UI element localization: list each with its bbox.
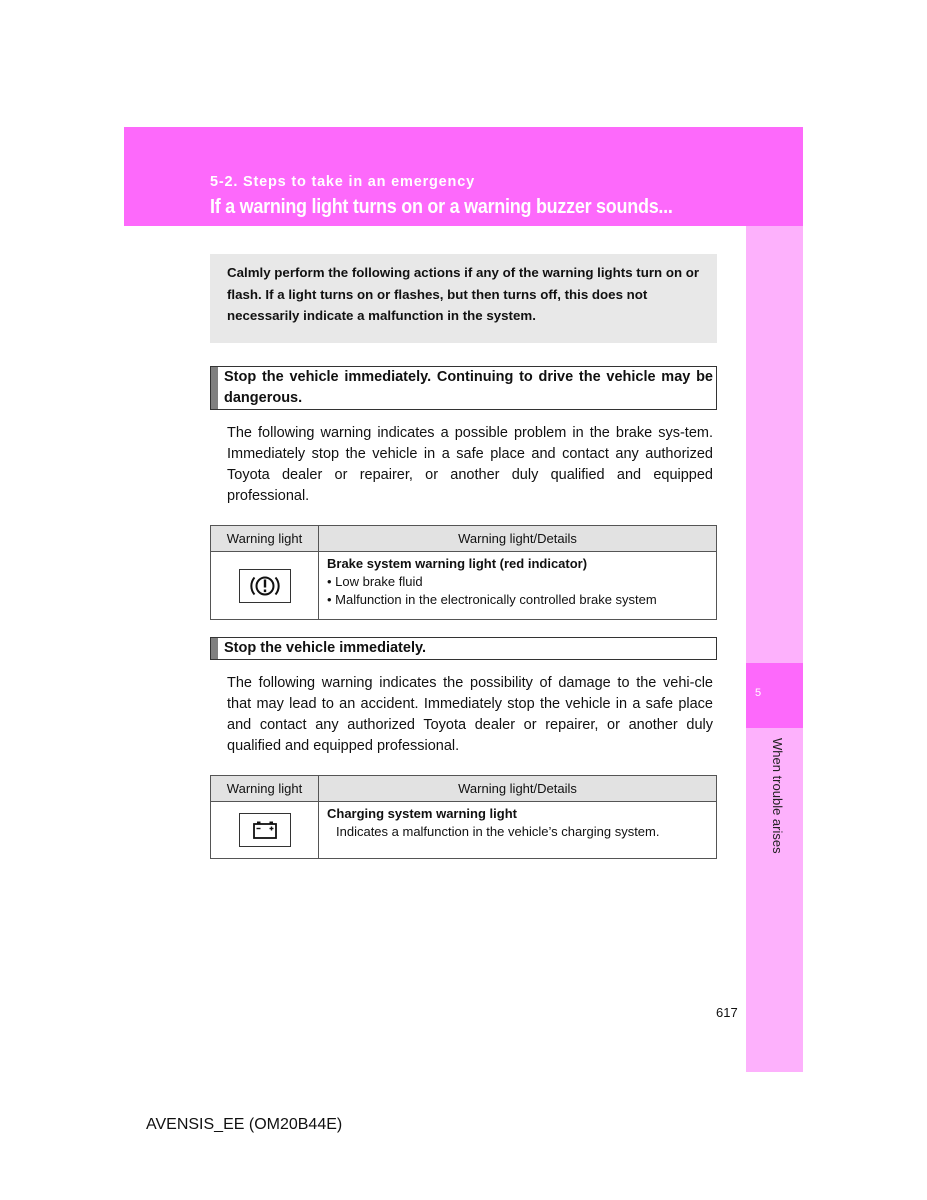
caution-box-2: Stop the vehicle immediately. [210, 637, 717, 660]
chapter-tab [746, 663, 803, 728]
table-header-warning-light: Warning light [211, 526, 319, 552]
warning-table-1 [210, 525, 717, 620]
chapter-side-strip [746, 226, 803, 1072]
table-row [211, 802, 717, 859]
page-title: If a warning light turns on or a warning buzzer sounds... [210, 196, 673, 218]
icon-cell [211, 802, 319, 859]
header-band [124, 127, 803, 226]
detail-title: Brake system warning light (red indicator) [327, 556, 588, 571]
paragraph-1: The following warning indicates a possible problem in the brake sys-tem. Immediately stop the vehicle in a safe place and contact any authorized Toyota dealer or repairer, or another duly qualified and equipped professional. [227, 425, 713, 504]
brake-warning-icon [239, 569, 291, 603]
chapter-title: When trouble arises [770, 738, 785, 854]
table-header-details: Warning light/Details [319, 776, 717, 802]
caution-box-1: Stop the vehicle immediately. Continuing to drive the vehicle may be dangerous. [210, 366, 717, 410]
detail-line: Indicates a malfunction in the vehicle’s charging system. [336, 824, 660, 839]
paragraph-2: The following warning indicates the possibility of damage to the vehi-cle that may lead to an accident. Immediately stop the vehicle in a safe place and contact any authorized Toyota dealer or repairer, or another duly qualified and equipped professional. [227, 675, 713, 754]
table-row [211, 552, 717, 620]
detail-line: • Low brake fluid [327, 574, 423, 589]
section-label: 5-2. Steps to take in an emergency [210, 174, 475, 190]
intro-box: Calmly perform the following actions if any of the warning lights turn on or flash. If a light turns on or flashes, but then turns off, this does not necessarily indicate a malfunction in the system. [210, 254, 717, 343]
table-header-details: Warning light/Details [319, 526, 717, 552]
detail-title: Charging system warning light [327, 806, 517, 821]
table-header-warning-light: Warning light [211, 776, 319, 802]
footer-model-code: AVENSIS_EE (OM20B44E) [146, 1116, 343, 1133]
detail-cell [319, 552, 717, 620]
battery-warning-icon [239, 813, 291, 847]
detail-line: • Malfunction in the electronically controlled brake system [327, 592, 657, 607]
icon-cell [211, 552, 319, 620]
page-number: 617 [716, 1005, 738, 1020]
chapter-number: 5 [755, 687, 762, 699]
detail-cell [319, 802, 717, 859]
warning-table-2 [210, 775, 717, 859]
